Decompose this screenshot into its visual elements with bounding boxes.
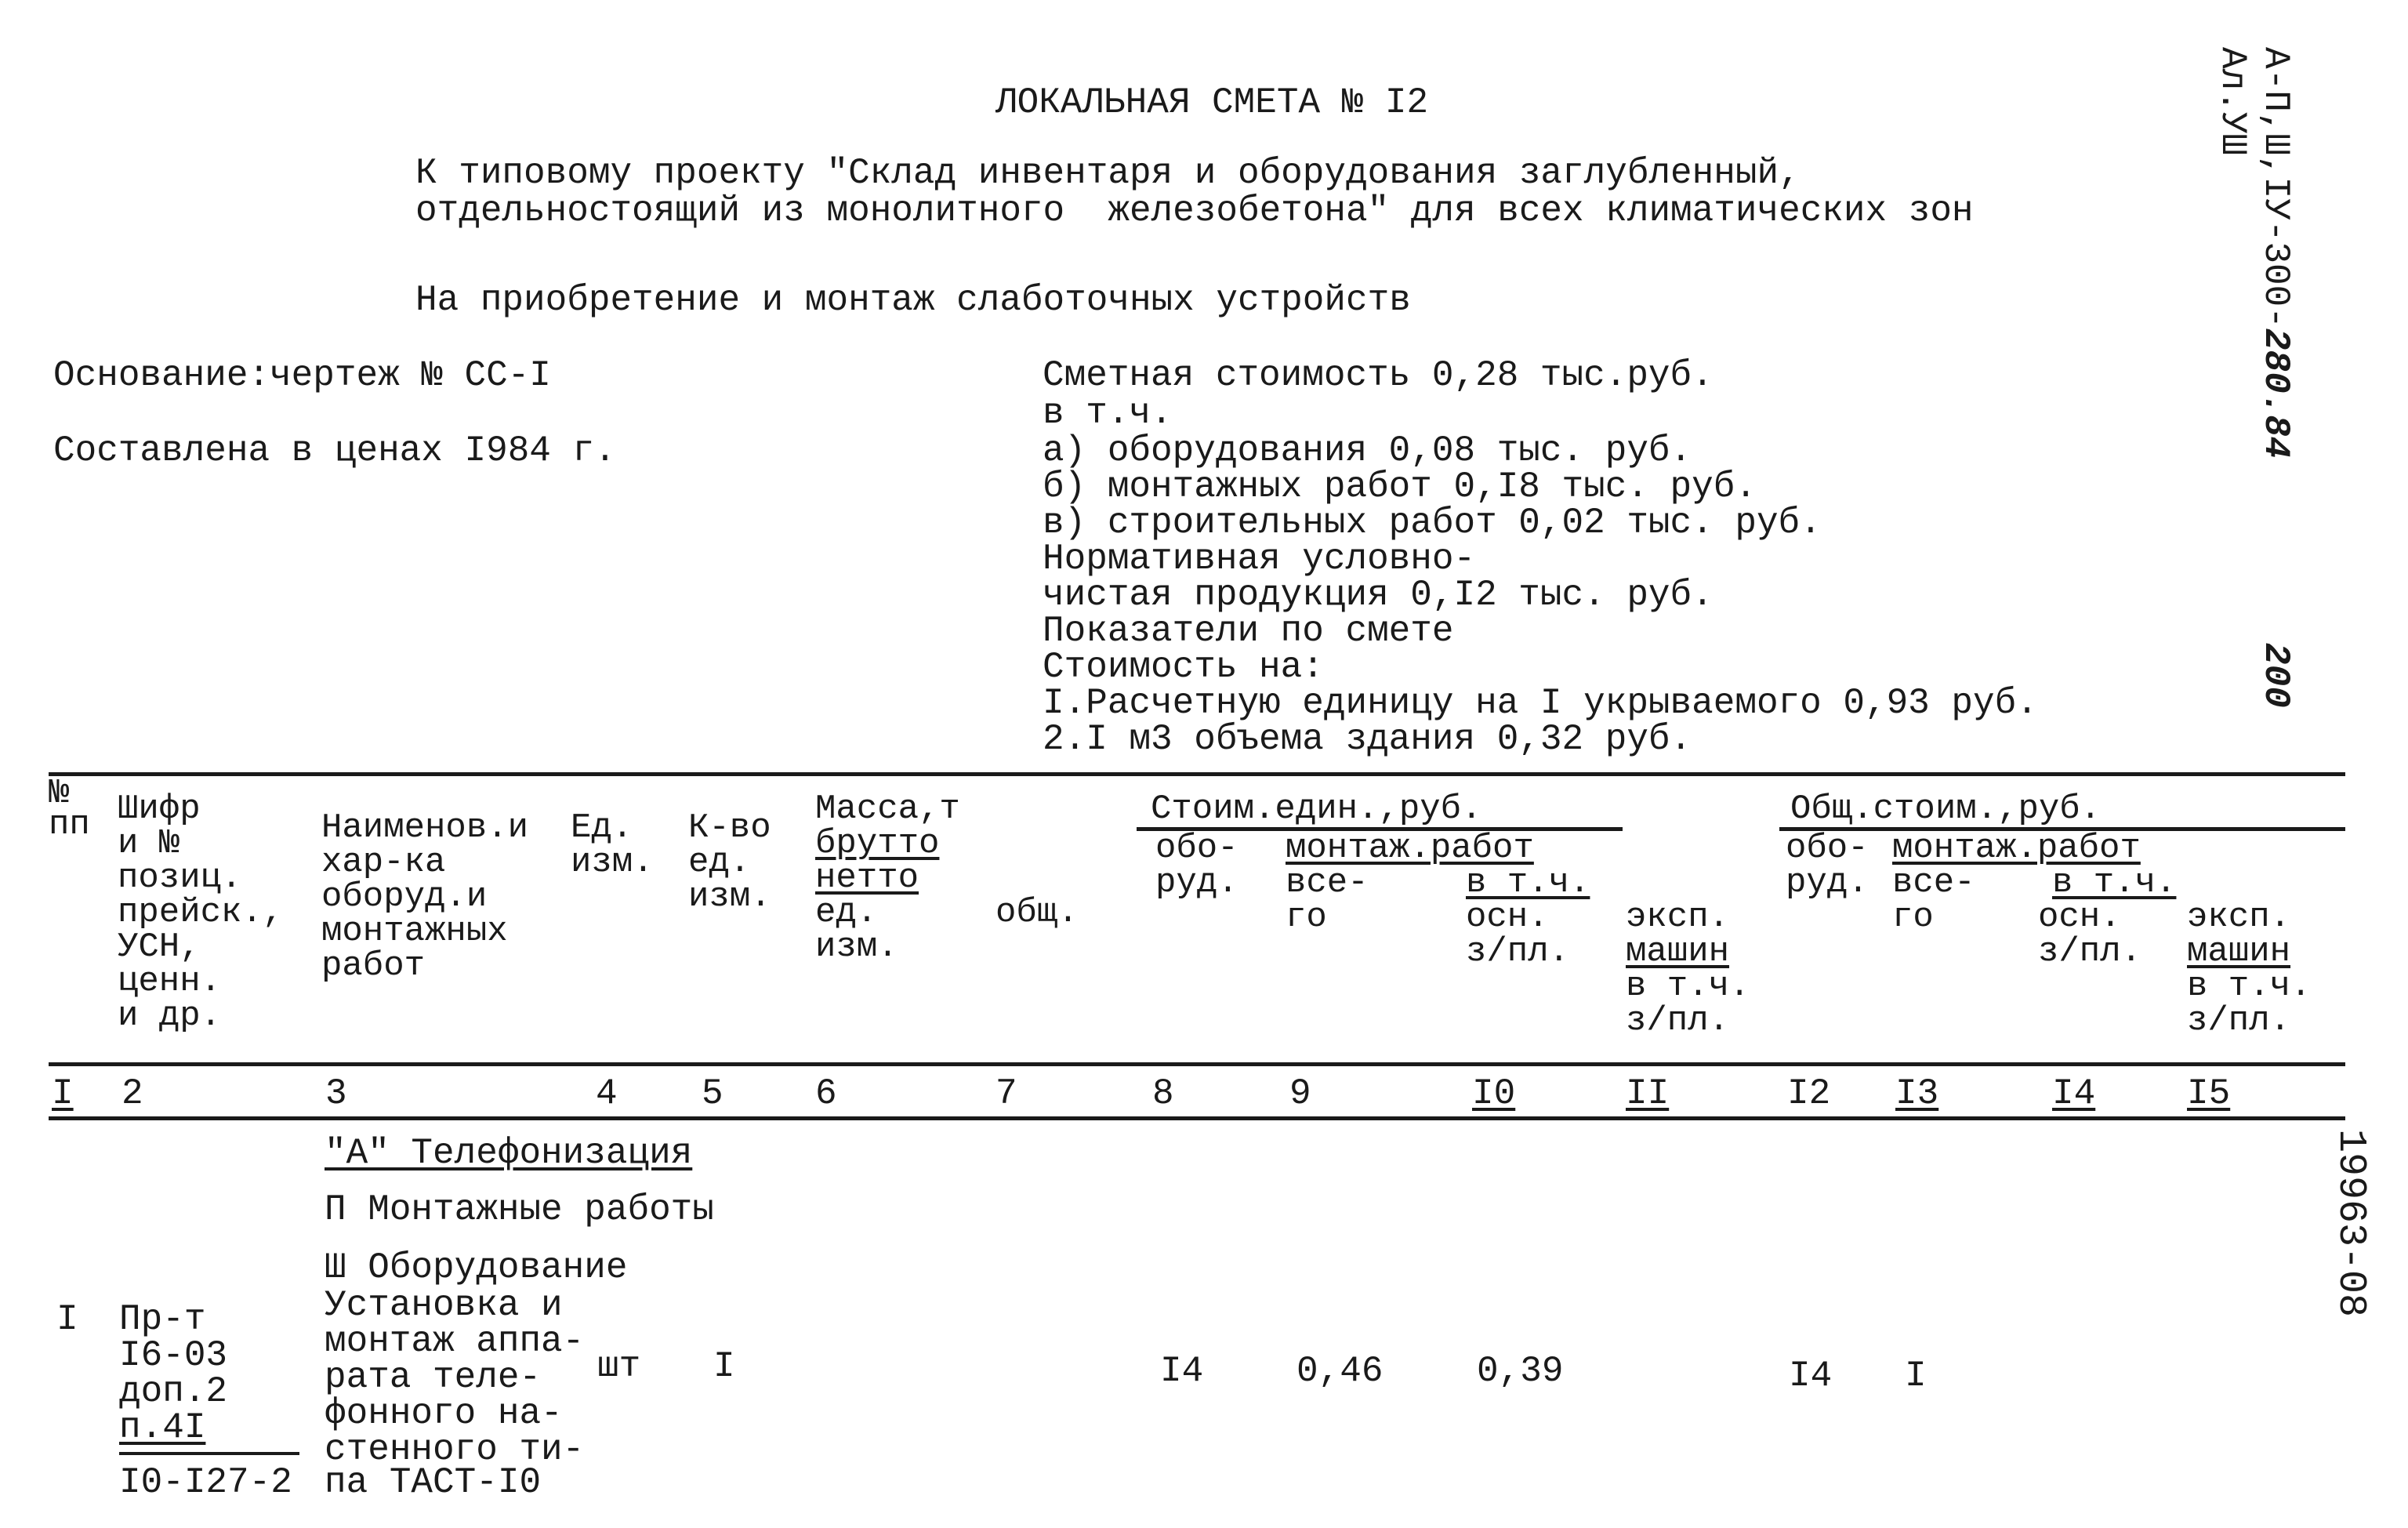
col-number: 8 bbox=[1152, 1073, 1174, 1114]
col-number: 3 bbox=[325, 1073, 347, 1114]
col-number: II bbox=[1626, 1073, 1670, 1114]
hdr-col11: машин bbox=[1626, 932, 1730, 971]
hdr-col1-l2: пп bbox=[49, 805, 90, 844]
hdr-col11: з/пл. bbox=[1626, 1001, 1730, 1040]
row-mount-unit-cost: 0,46 bbox=[1296, 1351, 1384, 1392]
summary-line: 2.I м3 объема здания 0,32 руб. bbox=[1043, 719, 1692, 760]
summary-line: чистая продукция 0,I2 тыс. руб. bbox=[1043, 575, 1714, 615]
hdr-col6: ед. bbox=[815, 893, 878, 932]
hdr-col10: осн. bbox=[1466, 898, 1549, 937]
hdr-col6: изм. bbox=[815, 927, 898, 967]
hdr-col5: ед. bbox=[688, 843, 751, 882]
hdr-col4: изм. bbox=[571, 843, 654, 882]
summary-line: Показатели по смете bbox=[1043, 611, 1454, 651]
hdr-col9: го bbox=[1286, 898, 1327, 937]
row-code: I6-03 bbox=[119, 1335, 228, 1376]
row-number: I bbox=[56, 1299, 78, 1340]
album-code: Ал.УШ bbox=[2212, 47, 2253, 156]
row-code: Пр-т bbox=[119, 1299, 206, 1340]
hdr-mont-total: монтаж.работ bbox=[1892, 829, 2141, 868]
section-heading-a: "А" Телефонизация bbox=[325, 1133, 693, 1174]
row-name: фонного на- bbox=[325, 1393, 563, 1434]
row-base-wage-unit: 0,39 bbox=[1477, 1351, 1564, 1392]
col-number: 7 bbox=[995, 1073, 1017, 1114]
hdr-col13: все- bbox=[1892, 863, 1975, 902]
hdr-col3: Наименов.и bbox=[321, 808, 529, 847]
row-quantity: I bbox=[713, 1346, 735, 1387]
hdr-col12: обо- bbox=[1786, 829, 1869, 868]
hdr-col2: ценн. bbox=[118, 962, 222, 1001]
hdr-col15: з/пл. bbox=[2187, 1001, 2291, 1040]
section-subheading: Ш Оборудование bbox=[325, 1247, 628, 1288]
section-subheading: П Монтажные работы bbox=[325, 1189, 714, 1230]
project-line-1: К типовому проекту "Склад инвентаря и оборудования заглубленный, bbox=[415, 153, 1801, 194]
summary-line: б) монтажных работ 0,I8 тыс. руб. bbox=[1043, 466, 1757, 507]
hdr-col14: з/пл. bbox=[2038, 932, 2142, 971]
hdr-col7: общ. bbox=[995, 893, 1079, 932]
hdr-col9: все- bbox=[1286, 863, 1369, 902]
hdr-col15: машин bbox=[2187, 932, 2291, 971]
hdr-col3: хар-ка bbox=[321, 843, 446, 882]
hdr-col2: и др. bbox=[118, 996, 222, 1036]
hdr-col2: позиц. bbox=[118, 858, 242, 898]
hdr-col14: осн. bbox=[2038, 898, 2121, 937]
summary-line: в т.ч. bbox=[1043, 393, 1173, 434]
hdr-col3: оборуд.и bbox=[321, 877, 488, 916]
hdr-col15: в т.ч. bbox=[2187, 967, 2312, 1006]
hdr-col15: эксп. bbox=[2187, 898, 2291, 937]
row-name: монтаж аппа- bbox=[325, 1321, 585, 1362]
project-line-2: отдельностоящий из монолитного железобетона" для всех климатических зон bbox=[415, 191, 1974, 231]
hdr-col11: в т.ч. bbox=[1626, 967, 1750, 1006]
col-number: I5 bbox=[2187, 1073, 2231, 1114]
hdr-col2: Шифр bbox=[118, 789, 201, 829]
summary-line: а) оборудования 0,08 тыс. руб. bbox=[1043, 430, 1692, 471]
hdr-col1-l1: № bbox=[49, 774, 70, 813]
row-code: доп.2 bbox=[119, 1371, 228, 1412]
hdr-col6: брутто bbox=[815, 824, 940, 863]
hdr-vtch-total: в т.ч. bbox=[2052, 863, 2177, 902]
hdr-col5: изм. bbox=[688, 877, 771, 916]
hdr-unit-cost: Стоим.един.,руб. bbox=[1151, 789, 1482, 829]
row-code: п.4I bbox=[119, 1407, 206, 1448]
row-name: стенного ти- bbox=[325, 1429, 585, 1470]
basis-line: Основание:чертеж № СС-I bbox=[53, 355, 551, 396]
hdr-col4: Ед. bbox=[571, 808, 633, 847]
inventory-stamp: 19963-08 bbox=[2328, 1129, 2373, 1318]
hdr-col11: эксп. bbox=[1626, 898, 1730, 937]
row-code-alt: I0-I27-2 bbox=[119, 1462, 292, 1503]
col-number: I bbox=[52, 1073, 74, 1114]
row-mount-total: I bbox=[1905, 1356, 1927, 1396]
hdr-col6: Масса,т bbox=[815, 789, 960, 829]
hdr-total-cost: Общ.стоим.,руб. bbox=[1790, 789, 2102, 829]
col-number: 4 bbox=[596, 1073, 618, 1114]
col-number: I2 bbox=[1787, 1073, 1831, 1114]
col-number: 5 bbox=[702, 1073, 723, 1114]
hdr-col13: го bbox=[1892, 898, 1934, 937]
summary-line: Сметная стоимость 0,28 тыс.руб. bbox=[1043, 355, 1714, 396]
hdr-col10: з/пл. bbox=[1466, 932, 1570, 971]
row-name: Установка и bbox=[325, 1285, 563, 1326]
number-row-rule bbox=[49, 1116, 2345, 1120]
hdr-col2: УСН, bbox=[118, 927, 201, 967]
col-number: 9 bbox=[1289, 1073, 1311, 1114]
hdr-vtch: в т.ч. bbox=[1466, 863, 1590, 902]
col-number: 2 bbox=[121, 1073, 143, 1114]
summary-line: Стоимость на: bbox=[1043, 647, 1324, 688]
document-title: ЛОКАЛЬНАЯ СМЕТА № I2 bbox=[995, 82, 1429, 123]
hdr-col6: нетто bbox=[815, 858, 919, 898]
hdr-mont: монтаж.работ bbox=[1286, 829, 1534, 868]
header-bottom-rule bbox=[49, 1062, 2345, 1066]
col-number: I4 bbox=[2052, 1073, 2096, 1114]
hdr-col3: работ bbox=[321, 946, 426, 985]
row-name: па ТАСТ-I0 bbox=[325, 1462, 542, 1503]
summary-line: I.Расчетную единицу на I укрываемого 0,93 руб. bbox=[1043, 683, 2038, 724]
hdr-col3: монтажных bbox=[321, 912, 508, 951]
hdr-col2: прейск., bbox=[118, 893, 284, 932]
row-equipment-unit-cost: I4 bbox=[1160, 1351, 1204, 1392]
col-number: I0 bbox=[1472, 1073, 1516, 1114]
row-code-divider bbox=[119, 1452, 299, 1455]
document-code bbox=[2255, 47, 2296, 459]
row-unit: шт bbox=[597, 1346, 641, 1387]
hdr-col8: руд. bbox=[1155, 863, 1238, 902]
hdr-col2: и № bbox=[118, 824, 180, 863]
hdr-col5: К-во bbox=[688, 808, 771, 847]
hdr-col8: обо- bbox=[1155, 829, 1238, 868]
document-code-prefix: А-П,Ш,IУ-300- bbox=[2255, 47, 2296, 328]
table-top-rule bbox=[49, 772, 2345, 776]
col-number: I3 bbox=[1895, 1073, 1939, 1114]
prices-line: Составлена в ценах I984 г. bbox=[53, 430, 616, 471]
purpose-line: На приобретение и монтаж слаботочных устройств bbox=[415, 280, 1411, 321]
hdr-col12: руд. bbox=[1786, 863, 1869, 902]
page-number: 200 bbox=[2255, 643, 2296, 708]
row-name: рата теле- bbox=[325, 1357, 542, 1398]
col-number: 6 bbox=[815, 1073, 837, 1114]
summary-line: Нормативная условно- bbox=[1043, 539, 1476, 579]
row-equipment-total: I4 bbox=[1789, 1356, 1833, 1396]
document-code-year: 280.84 bbox=[2255, 328, 2296, 459]
summary-line: в) строительных работ 0,02 тыс. руб. bbox=[1043, 503, 1822, 543]
